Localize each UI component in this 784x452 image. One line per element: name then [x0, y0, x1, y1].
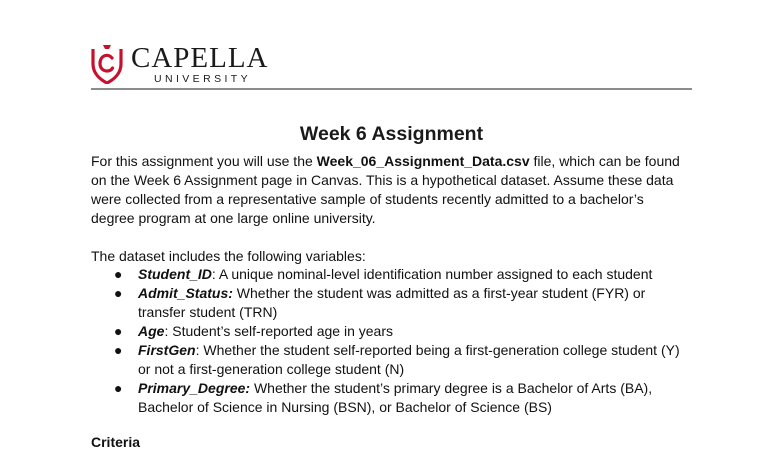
variable-name: FirstGen	[138, 342, 196, 358]
intro-filename: Week_06_Assignment_Data.csv	[316, 153, 530, 169]
variable-desc: Whether the student’s primary degree is a Bachelor of Arts (BA), Bachelor of Science in Nursing (BSN), or Bachelor of Science (BS)	[138, 380, 653, 415]
bullet-icon: ●	[114, 323, 123, 339]
intro-text-1: For this assignment you will use the	[91, 153, 317, 169]
page-title: Week 6 Assignment	[299, 123, 484, 145]
bullet-icon: ●	[114, 285, 123, 301]
variables-lead: The dataset includes the following variables:	[91, 248, 366, 264]
variable-desc: : A unique nominal-level identification number assigned to each student	[211, 266, 653, 282]
list-item	[91, 379, 691, 417]
variable-name: Age	[138, 323, 165, 339]
variable-name: Primary_Degree:	[138, 380, 251, 396]
list-item	[91, 265, 691, 284]
header-rule	[91, 88, 692, 90]
intro-paragraph	[91, 152, 691, 228]
logo-wordmark: CAPELLA	[131, 42, 269, 74]
capella-logo	[91, 42, 291, 86]
variable-name: Student_ID	[138, 266, 212, 282]
list-item	[91, 284, 691, 322]
list-item	[91, 341, 691, 379]
list-item	[91, 322, 691, 341]
bullet-icon: ●	[114, 342, 123, 358]
variable-desc: : Whether the student self-reported being a first-generation college student (Y) or not a first-generation college student (N)	[138, 342, 680, 377]
bullet-icon: ●	[114, 266, 123, 282]
logo-subtitle: UNIVERSITY	[154, 73, 252, 85]
variable-desc: : Student’s self-reported age in years	[164, 323, 393, 339]
criteria-heading: Criteria	[91, 434, 141, 450]
variable-name: Admit_Status:	[138, 285, 233, 301]
shield-c-icon	[91, 44, 123, 84]
bullet-icon: ●	[114, 380, 123, 396]
intro-text-2: file, which can be found on the Week 6 Assignment page in Canvas. This is a hypothetical dataset. Assume these data were collected from a representative sample of students recently admitted to a bachelor’s degree program at one large online university.	[91, 153, 680, 226]
variable-desc: Whether the student was admitted as a first-year student (FYR) or transfer student (TRN)	[138, 285, 646, 320]
variables-list	[91, 265, 691, 417]
